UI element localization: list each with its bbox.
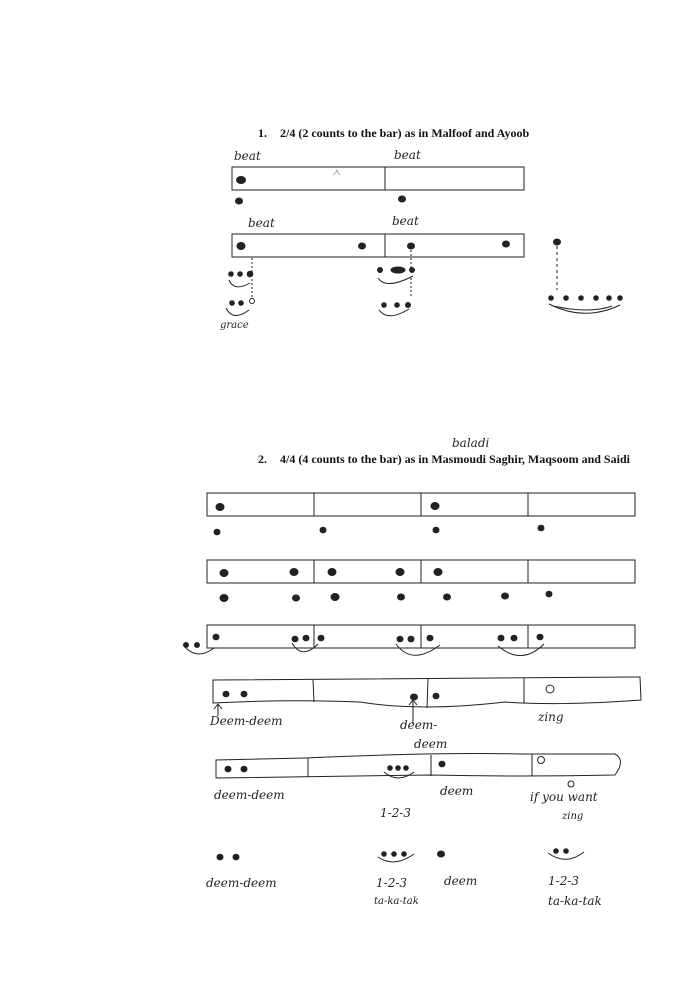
grace-note bbox=[396, 766, 401, 771]
syllable-label: zing bbox=[538, 710, 564, 724]
beat-dot bbox=[397, 636, 403, 642]
grace-note bbox=[395, 303, 400, 308]
beat-dot bbox=[236, 198, 243, 204]
beat-dot bbox=[433, 527, 439, 533]
beat-dot bbox=[399, 196, 406, 202]
beat-dot bbox=[213, 634, 219, 640]
beat-dot bbox=[537, 634, 543, 640]
grace-note bbox=[230, 301, 235, 306]
syllable-label: ta-ka-tak bbox=[374, 896, 419, 907]
measure-bar bbox=[216, 754, 621, 779]
beat-dot bbox=[318, 635, 324, 641]
beat-dot bbox=[223, 691, 229, 697]
section1-number: 1. bbox=[258, 126, 267, 140]
grace-curve bbox=[378, 276, 413, 284]
syllable-label: deem bbox=[440, 784, 474, 798]
grace-label: grace bbox=[220, 320, 249, 331]
beat-dot bbox=[502, 593, 509, 599]
beat-dot bbox=[538, 525, 544, 531]
grace-note bbox=[410, 268, 415, 273]
beat-dot bbox=[444, 594, 451, 600]
syllable-label: Deem-deem bbox=[210, 714, 283, 728]
beat-dot bbox=[293, 595, 300, 601]
grace-note bbox=[549, 296, 554, 301]
grace-curve bbox=[498, 644, 544, 656]
beat-dot bbox=[359, 243, 366, 249]
beat-dot bbox=[331, 594, 339, 601]
syllable-label: ta-ka-tak bbox=[548, 894, 602, 908]
beat-dot bbox=[511, 635, 517, 641]
beat-dot bbox=[434, 569, 442, 576]
syllable-label: deem bbox=[444, 874, 478, 888]
beat-dot bbox=[438, 851, 445, 857]
grace-note bbox=[184, 643, 189, 648]
grace-curve bbox=[229, 280, 250, 287]
beat-label: beat bbox=[248, 216, 275, 230]
grace-note bbox=[239, 301, 244, 306]
beat-dot bbox=[554, 239, 561, 245]
grace-curve bbox=[379, 309, 409, 316]
beat-dot bbox=[290, 569, 298, 576]
grace-note bbox=[391, 267, 405, 273]
beat-dot bbox=[408, 636, 414, 642]
beat-dot bbox=[241, 691, 247, 697]
section2-heading: 4/4 (4 counts to the bar) as in Masmoudi Saghir, Maqsoom and Saidi bbox=[280, 452, 630, 466]
count-label: 1-2-3 bbox=[376, 876, 408, 890]
beat-dot bbox=[241, 766, 247, 772]
grace-curve bbox=[549, 304, 620, 313]
beat-dot bbox=[546, 591, 552, 597]
zing-circle bbox=[538, 757, 545, 764]
beat-dot bbox=[439, 761, 445, 767]
beat-dot bbox=[320, 527, 326, 533]
beat-dot bbox=[292, 636, 298, 642]
grace-curve bbox=[186, 648, 214, 654]
grace-curve bbox=[396, 644, 440, 655]
syllable-label: deem- bbox=[400, 718, 438, 732]
grace-note bbox=[404, 766, 409, 771]
beat-label: beat bbox=[234, 149, 261, 163]
grace-note bbox=[564, 296, 569, 301]
section1-heading: 2/4 (2 counts to the bar) as in Malfoof and Ayoob bbox=[280, 126, 530, 140]
grace-note bbox=[618, 296, 623, 301]
grace-note bbox=[402, 852, 407, 857]
measure-bar bbox=[232, 167, 524, 190]
grace-note bbox=[378, 268, 383, 273]
syllable-label: if you want bbox=[530, 790, 598, 804]
beat-dot bbox=[220, 570, 228, 577]
grace-note bbox=[229, 272, 234, 277]
beat-dot bbox=[427, 635, 433, 641]
beat-label: beat bbox=[394, 148, 421, 162]
grace-note bbox=[388, 766, 393, 771]
measure-bar bbox=[232, 234, 524, 257]
beat-dot bbox=[237, 177, 246, 184]
beat-dot bbox=[396, 569, 404, 576]
grace-note bbox=[594, 296, 599, 301]
grace-note bbox=[392, 852, 397, 857]
count-label: 1-2-3 bbox=[548, 874, 580, 888]
syllable-label: deem-deem bbox=[214, 788, 285, 802]
beat-dot bbox=[433, 693, 439, 699]
beat-dot bbox=[498, 635, 504, 641]
zing-circle bbox=[568, 781, 574, 787]
beat-label: beat bbox=[392, 214, 419, 228]
zing-circle bbox=[546, 685, 554, 693]
beat-dot bbox=[398, 594, 405, 600]
stray-mark bbox=[333, 170, 340, 175]
beat-dot bbox=[303, 635, 309, 641]
bar-divider bbox=[313, 680, 314, 702]
grace-note bbox=[406, 303, 411, 308]
beat-dot bbox=[214, 529, 220, 535]
beat-dot bbox=[411, 694, 418, 700]
count-label: 1-2-3 bbox=[380, 806, 412, 820]
grace-note bbox=[579, 296, 584, 301]
section2-number: 2. bbox=[258, 452, 267, 466]
grace-note bbox=[607, 296, 612, 301]
syllable-label: deem bbox=[414, 737, 448, 751]
grace-note bbox=[238, 272, 243, 277]
beat-dot bbox=[220, 595, 228, 602]
grace-note bbox=[564, 849, 569, 854]
grace-note-open bbox=[250, 299, 255, 304]
beat-dot bbox=[216, 504, 224, 511]
baladi-annotation: baladi bbox=[452, 436, 490, 450]
beat-dot bbox=[503, 241, 510, 247]
grace-note bbox=[382, 303, 387, 308]
syllable-label: deem-deem bbox=[206, 876, 277, 890]
beat-dot bbox=[408, 243, 415, 249]
beat-dot bbox=[431, 503, 439, 510]
beat-dot bbox=[217, 854, 223, 860]
beat-dot bbox=[328, 569, 336, 576]
grace-note bbox=[247, 271, 253, 277]
beat-dot bbox=[233, 854, 239, 860]
beat-dot bbox=[237, 243, 245, 250]
grace-note bbox=[382, 852, 387, 857]
beat-dot bbox=[225, 766, 231, 772]
grace-note bbox=[195, 643, 200, 648]
bar-divider bbox=[427, 679, 428, 708]
grace-note bbox=[554, 849, 559, 854]
syllable-label: zing bbox=[562, 811, 584, 822]
grace-curve bbox=[226, 308, 249, 316]
